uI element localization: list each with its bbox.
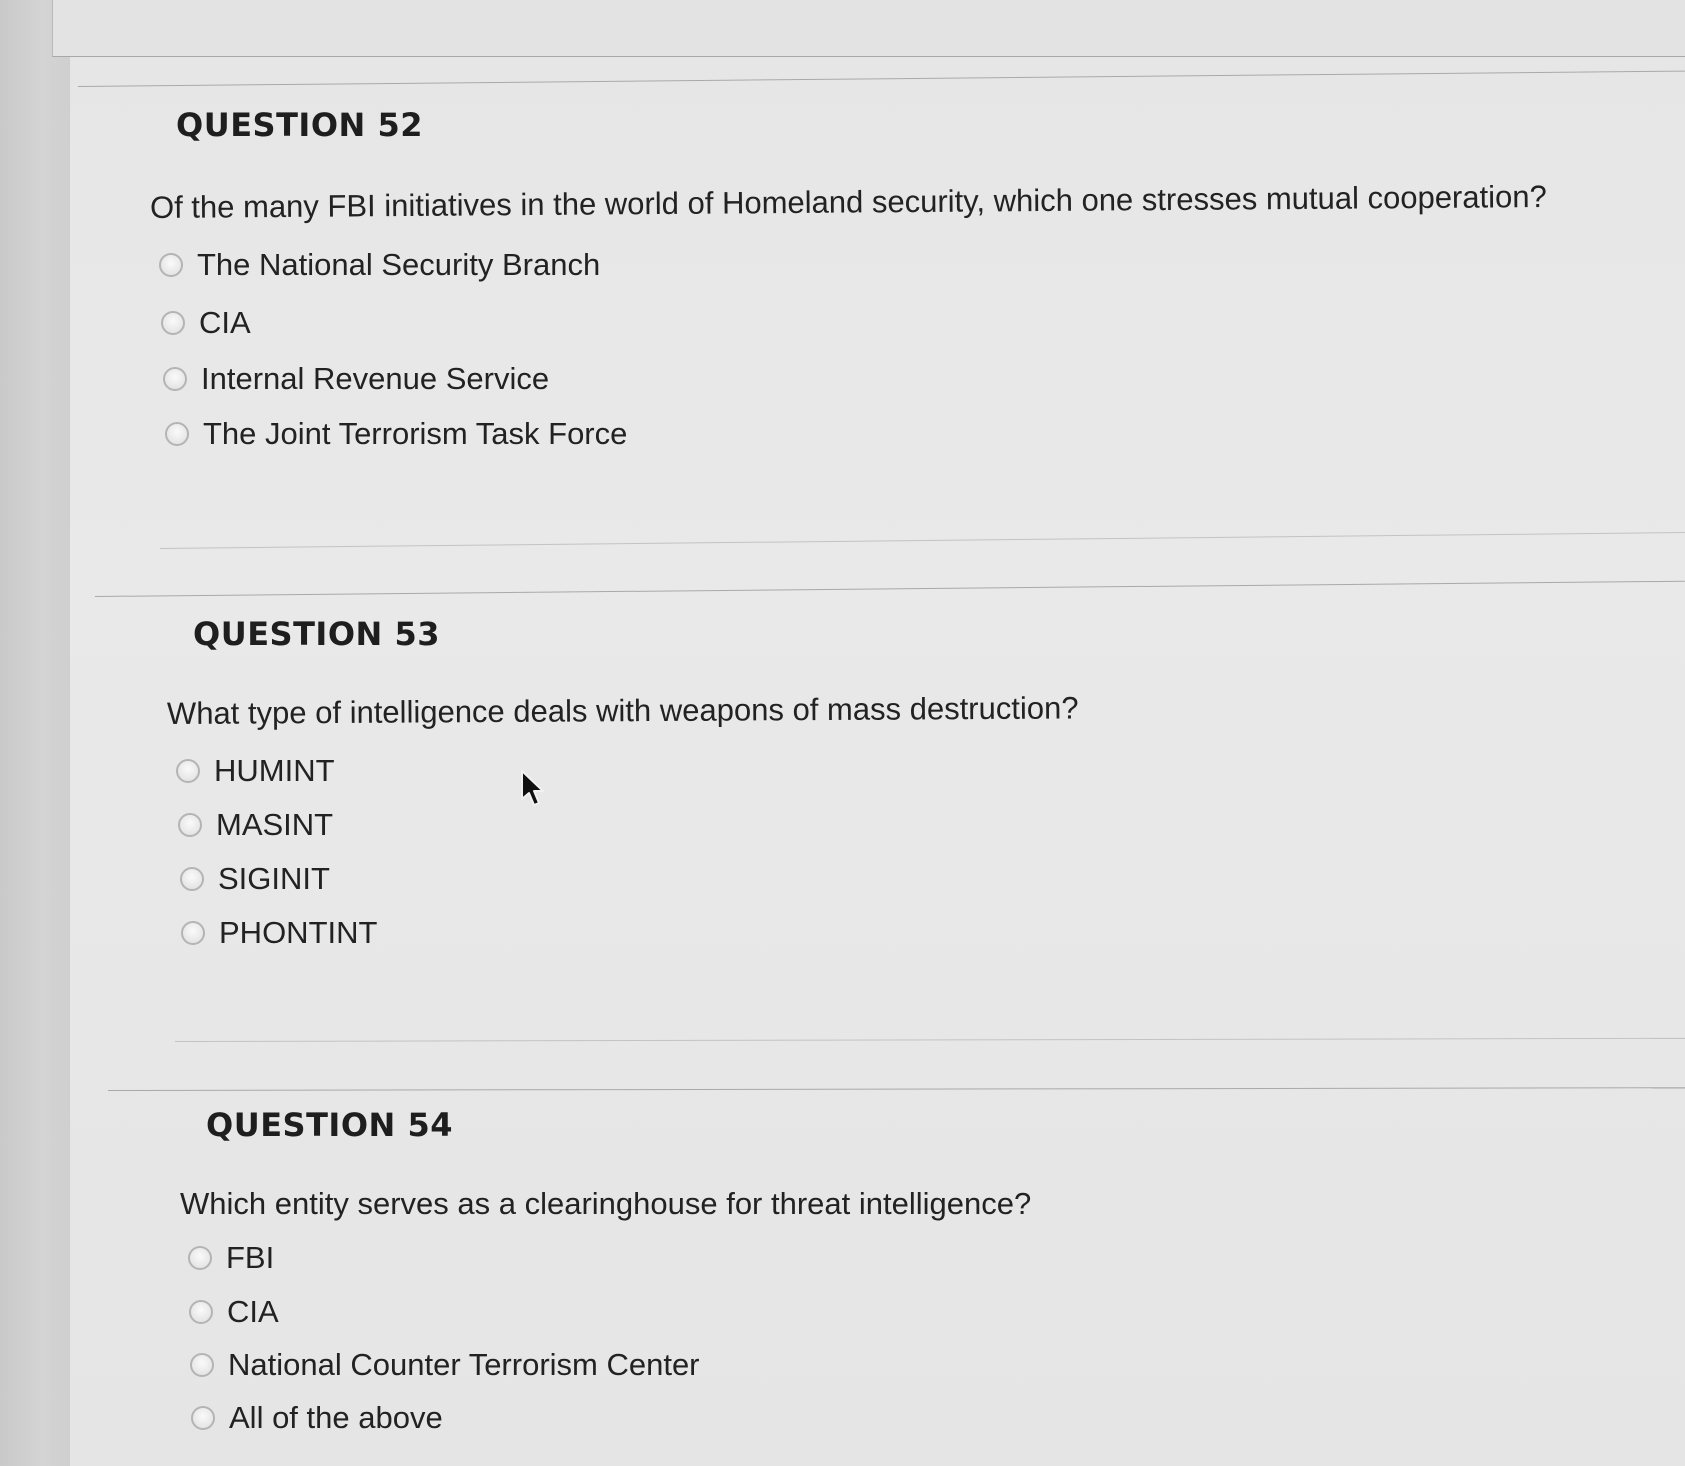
option-label: The Joint Terrorism Task Force [203,416,628,451]
answer-option[interactable] [188,1240,274,1276]
radio-unselected-icon[interactable] [188,1246,212,1270]
option-label: National Counter Terrorism Center [228,1347,700,1382]
radio-unselected-icon[interactable] [190,1353,214,1377]
answer-option[interactable] [180,861,330,897]
question-title: QUESTION 52 [176,106,423,144]
mouse-pointer-icon [520,770,546,808]
radio-unselected-icon[interactable] [180,867,204,891]
radio-unselected-icon[interactable] [161,311,185,335]
radio-unselected-icon[interactable] [181,921,205,945]
option-label: PHONTINT [219,915,378,950]
question-text: Which entity serves as a clearinghouse for threat intelligence? [180,1186,1032,1221]
radio-unselected-icon[interactable] [163,367,187,391]
page-left-margin [0,0,71,1466]
option-label: CIA [199,305,251,340]
question-text: What type of intelligence deals with weapons of mass destruction? [166,690,1079,731]
option-label: HUMINT [214,753,335,788]
answer-option[interactable] [189,1294,279,1330]
option-label: MASINT [216,807,334,842]
answer-option[interactable] [191,1400,443,1436]
radio-unselected-icon[interactable] [159,253,183,277]
answer-option[interactable] [190,1347,700,1383]
option-label: The National Security Branch [197,247,601,282]
radio-unselected-icon[interactable] [176,759,200,783]
answer-option[interactable] [181,915,377,951]
option-label: SIGINIT [218,861,330,896]
question-title: QUESTION 54 [206,1106,453,1144]
answer-option[interactable] [163,361,549,397]
option-label: FBI [226,1240,275,1275]
answer-option[interactable] [178,807,333,843]
answer-option[interactable] [161,305,251,341]
radio-unselected-icon[interactable] [191,1406,215,1430]
previous-question-footer [52,0,1685,57]
option-label: Internal Revenue Service [201,361,550,396]
option-label: CIA [227,1294,279,1329]
question-title: QUESTION 53 [193,615,440,653]
question-text: Of the many FBI initiatives in the world of Homeland security, which one stresses mutual cooperation? [149,179,1547,225]
answer-option[interactable] [165,416,627,452]
radio-unselected-icon[interactable] [165,422,189,446]
option-label: All of the above [229,1400,443,1435]
answer-option[interactable] [159,247,600,283]
radio-unselected-icon[interactable] [189,1300,213,1324]
answer-option[interactable] [176,753,335,789]
radio-unselected-icon[interactable] [178,813,202,837]
